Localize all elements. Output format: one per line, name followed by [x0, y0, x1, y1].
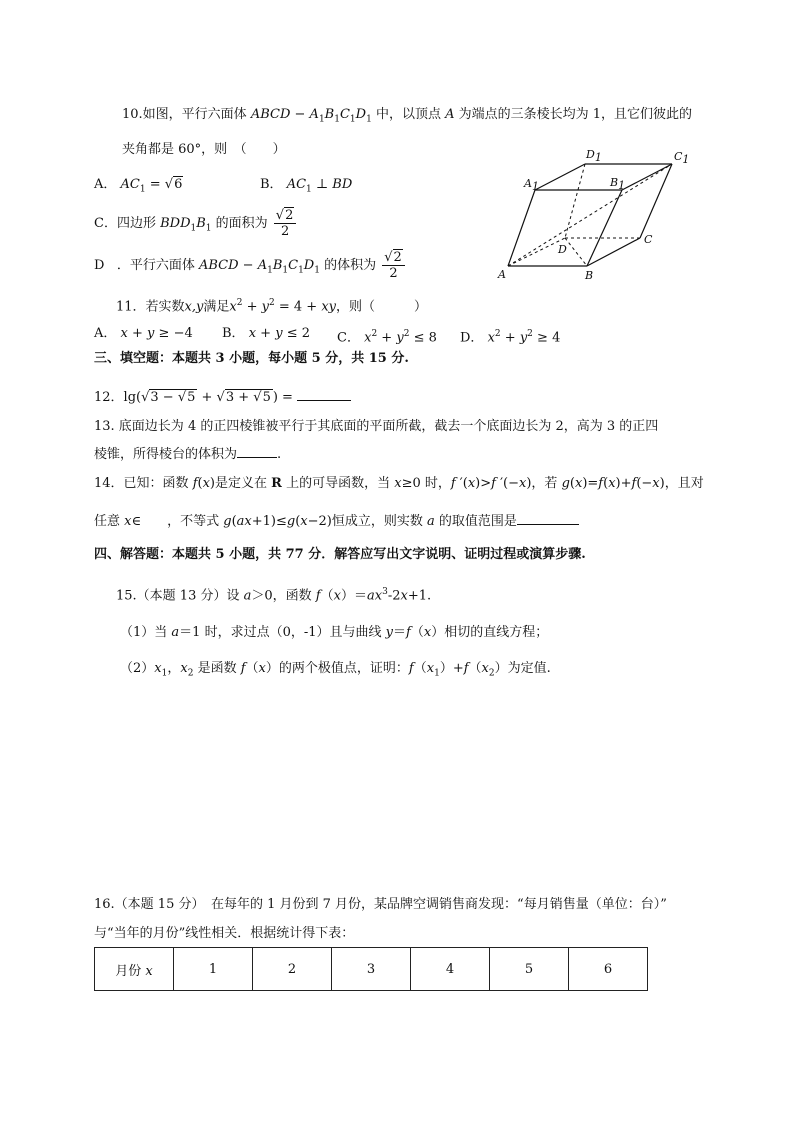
q10-line1: 10.如图，平行六面体 ABCD − $A_1B_1C_1D_1$ 中，以顶点 A 为端点的三条棱长均为 1，且它们彼此的 [122, 107, 693, 125]
q11-stem: 11．若实数x,y满足$x^2 + y^2 = 4$ + xy，则（ ） [116, 298, 428, 315]
table-header-cell: 月份 x [95, 948, 174, 991]
sales-table [94, 947, 648, 991]
q11-option-a: A． x + y ≥ −4 [94, 326, 193, 341]
table-cell: 5 [490, 948, 569, 991]
label-a1: A1 [524, 177, 539, 193]
q15-part1: （1）当 a＝1 时，求过点（0，-1）且与曲线 y＝f（x）相切的直线方程； [120, 625, 549, 640]
q11-option-b: B． x + y ≤ 2 [222, 326, 310, 341]
q10-option-c: C．四边形 $BDD_1B_1$ 的面积为 $\frac{√2}{2}$ [94, 208, 296, 239]
q13-line1: 13. 底面边长为 4 的正四棱锥被平行于其底面的平面所截，截去一个底面边长为 2，高为 3 的正四 [94, 419, 659, 434]
q12-stem: 12．lg(√3 − √5 + √3 + √5 ) = [94, 386, 351, 407]
label-d1: D1 [586, 148, 602, 164]
label-d: D [558, 243, 567, 256]
q11-option-c: C． $x^2 + y^2 \le 8$ [337, 329, 437, 346]
label-b1: B1 [610, 176, 626, 192]
label-b: B [585, 269, 594, 282]
q10-option-d: D ．平行六面体 ABCD − $A_1B_1C_1D_1$ 的体积为 $\frac{√2}{2}$ [94, 250, 405, 281]
table-cell: 6 [569, 948, 648, 991]
label-c: C [644, 233, 653, 246]
table-cell: 1 [174, 948, 253, 991]
parallelepiped-figure [490, 142, 700, 287]
q14-line2: 任意 x∈ ，不等式 g(ax+1)≤g(x−2)恒成立，则实数 a 的取值范围是 [94, 510, 579, 531]
q11-option-d: D． $x^2 + y^2 \ge 4$ [460, 329, 561, 346]
table-row [95, 948, 648, 991]
table-cell: 3 [332, 948, 411, 991]
section-3-heading: 三、填空题：本题共 3 小题，每小题 5 分，共 15 分. [94, 351, 409, 366]
q16-line1: 16.（本题 15 分） 在每年的 1 月份到 7 月份，某品牌空调销售商发现：“每月销售量（单位：台）” [94, 897, 667, 912]
label-a: A [498, 268, 506, 281]
q16-line2: 与“当年的月份”线性相关．根据统计得下表： [94, 926, 355, 941]
q13-line2: 棱锥，所得棱台的体积为 . [94, 443, 281, 464]
q10-option-b: B． $AC_1$ ⊥ BD [260, 177, 353, 195]
q15-part2: $(2)x_1$，$x_2$ 是函数 f（x）的两个极值点，证明：$f(x_1)+f(x_2)$为定值. [120, 661, 551, 679]
label-c1: C1 [674, 150, 690, 166]
table-cell: 2 [253, 948, 332, 991]
q10-option-a: A． $AC_1 = √6$ [94, 177, 183, 195]
section-4-heading: 四、解答题：本题共 5 小题，共 77 分．解答应写出文字说明、证明过程或演算步骤. [94, 547, 586, 562]
q10-line2: 夹角都是 60°，则 （ ） [122, 142, 286, 157]
table-cell: 4 [411, 948, 490, 991]
q14-line1: 14．已知：函数 f(x)是定义在 R 上的可导函数，当 x≥0 时，f ′(x)>f ′(−x)，若 g(x)=f(x)+f(−x)，且对 [94, 476, 704, 491]
q15-stem: 15.（本题 13 分）设 a＞0，函数 $f(x)=ax^3-2x+1$. [116, 587, 432, 604]
